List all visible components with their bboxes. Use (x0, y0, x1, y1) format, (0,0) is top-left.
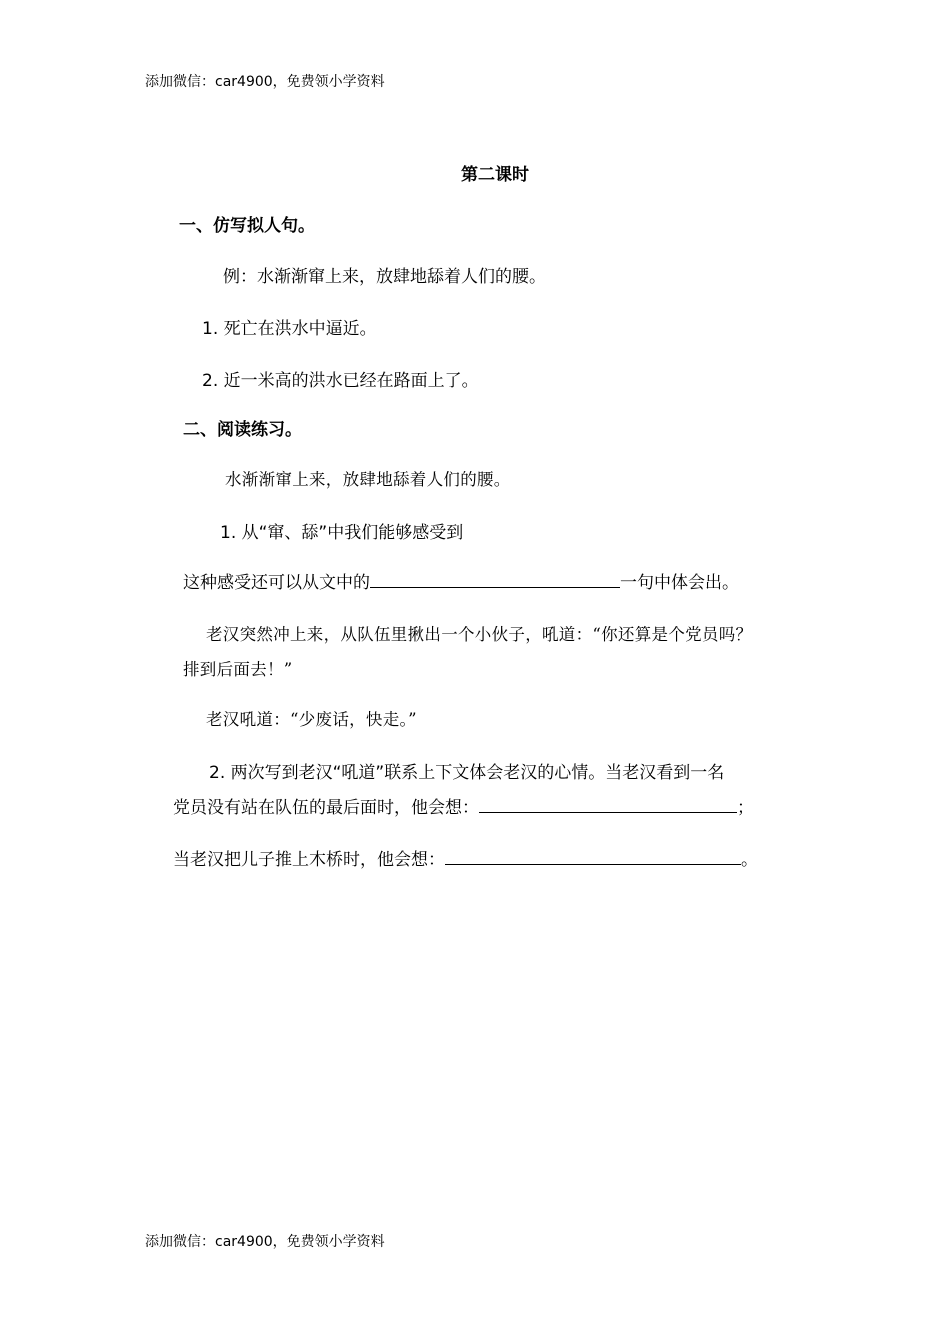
reading-passage-2-line1: 老汉突然冲上来，从队伍里揪出一个小伙子，吼道：“你还算是个党员吗？ (206, 625, 753, 644)
section-heading-2: 二、阅读练习。 (183, 420, 302, 440)
question-2-2-prefix: 党员没有站在队伍的最后面时，他会想： (173, 798, 479, 818)
answer-blank-2[interactable] (479, 796, 737, 813)
answer-blank-1[interactable] (370, 571, 620, 588)
question-1-1: 1. 死亡在洪水中逼近。 (202, 319, 377, 339)
page-title: 第二课时 (461, 165, 529, 185)
reading-passage-2-line2: 排到后面去！” (183, 660, 293, 679)
question-1-2: 2. 近一米高的洪水已经在路面上了。 (202, 371, 479, 391)
footer-note: 添加微信：car4900，免费领小学资料 (145, 1234, 385, 1250)
question-2-2-line1: 2. 两次写到老汉“吼道”联系上下文体会老汉的心情。当老汉看到一名 (209, 763, 725, 783)
question-2-1: 1. 从“窜、舔”中我们能够感受到 (220, 523, 464, 543)
section-heading-1: 一、仿写拟人句。 (179, 216, 315, 236)
question-2-1-line2 (183, 568, 739, 593)
reading-passage-3: 老汉吼道：“少废话，快走。” (206, 710, 417, 729)
question-2-2-line2 (173, 793, 754, 818)
question-2-2-line3 (173, 845, 758, 870)
question-2-1-suffix: 一句中体会出。 (620, 573, 739, 593)
question-2-2-line3-suffix: 。 (741, 850, 758, 870)
reading-passage-1: 水渐渐窜上来，放肆地舔着人们的腰。 (225, 470, 511, 489)
question-2-2-suffix: ； (737, 798, 754, 818)
answer-blank-3[interactable] (445, 848, 741, 865)
question-2-2-line3-prefix: 当老汉把儿子推上木桥时，他会想： (173, 850, 445, 870)
header-note: 添加微信：car4900，免费领小学资料 (145, 74, 385, 90)
question-2-1-prefix: 这种感受还可以从文中的 (183, 573, 370, 593)
example-sentence: 例：水渐渐窜上来，放肆地舔着人们的腰。 (223, 267, 546, 287)
